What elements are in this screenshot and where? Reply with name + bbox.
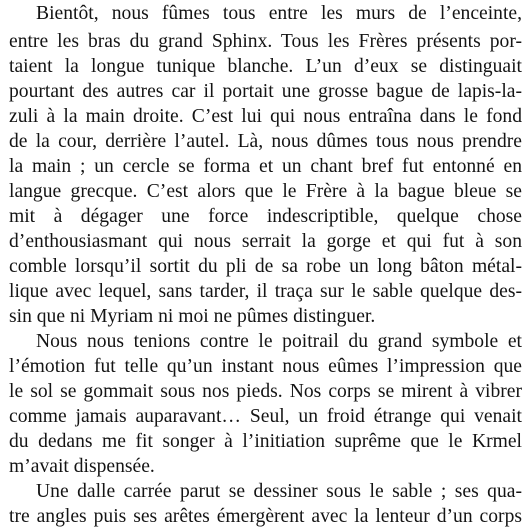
text-line: de la cour, derrière l’autel. Là, nous dûmes tous nous prendre xyxy=(9,131,522,152)
text-line: lique avec lequel, sans tarder, il traça sur le sable quelque des- xyxy=(9,281,522,302)
text-line: m’avait dispensée. xyxy=(9,456,155,477)
text-line: Bientôt, nous fûmes tous entre les murs de l’enceinte, xyxy=(36,3,522,24)
text-line: du dedans me fit songer à l’initiation suprême que le Krmel xyxy=(9,431,522,452)
text-line: pourtant des autres car il portait une grosse bague de lapis-la- xyxy=(9,81,522,102)
text-line: mit à dégager une force indescriptible, quelque chose xyxy=(9,206,522,227)
text-line: la main ; un cercle se forma et un chant bref fut entonné en xyxy=(9,156,522,177)
text-line: comme jamais auparavant… Seul, un froid étrange qui venait xyxy=(9,406,522,427)
text-line: sin que ni Myriam ni moi ne pûmes distinguer. xyxy=(9,306,376,327)
text-line: l’émotion fut telle qu’un instant nous eûmes l’impression que xyxy=(9,356,522,377)
text-line: zuli à la main droite. C’est lui qui nous entraîna dans le fond xyxy=(9,106,522,127)
text-line: d’enthousiasmant qui nous serrait la gorge et qui fut à son xyxy=(9,231,522,252)
text-line: Nous nous tenions contre le poitrail du grand symbole et xyxy=(36,331,522,352)
text-line: le sol se gommait sous nos pieds. Nos corps se mirent à vibrer xyxy=(9,381,522,402)
text-line: comble lorsqu’il sortit du pli de sa robe un long bâton métal- xyxy=(9,256,522,277)
text-line: tre angles puis ses arêtes émergèrent avec la lenteur d’un corps xyxy=(9,506,522,527)
text-line: langue grecque. C’est alors que le Frère à la bague bleue se xyxy=(9,181,522,202)
document-page xyxy=(9,0,522,527)
text-line: entre les bras du grand Sphinx. Tous les Frères présents por- xyxy=(9,31,522,52)
text-line: taient la longue tunique blanche. L’un d’eux se distinguait xyxy=(9,56,522,77)
text-line: Une dalle carrée parut se dessiner sous le sable ; ses qua- xyxy=(36,481,522,502)
